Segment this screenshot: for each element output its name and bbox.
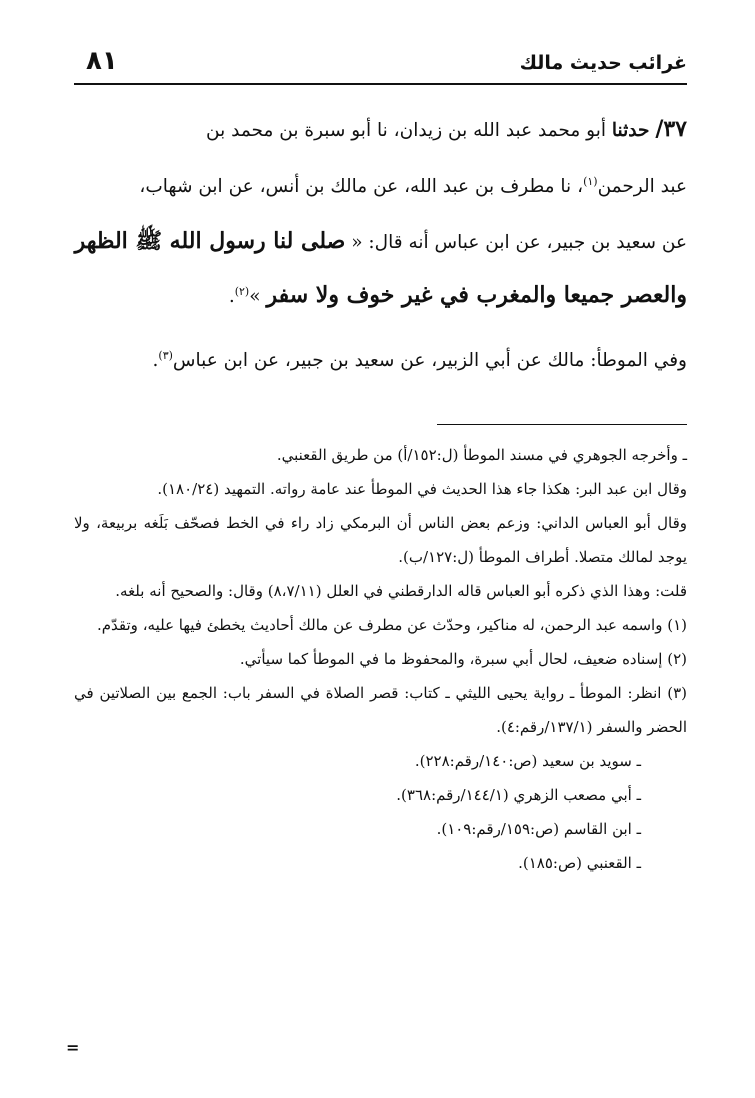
footnote-2: (٢) إسناده ضعيف، لحال أبي سبرة، والمحفوظ ما في الموطأ كما سيأتي. [239, 650, 687, 668]
footnote-3: (٣) انظر: الموطأ ـ رواية يحيى الليثي ـ كتاب: قصر الصلاة في السفر باب: الجمع بين الصلاتين في الحضر والسفر (١٣٧/١/رقم:٤). [74, 684, 687, 736]
footnote-3-item-d: ـ القعنبي (ص:١٨٥). [518, 854, 641, 872]
footnote-3-item-a: ـ سويد بن سعيد (ص:١٤٠/رقم:٢٢٨). [414, 752, 641, 770]
footnote-ref-2: (٢) [234, 284, 250, 298]
muwatta-note: وفي الموطأ: مالك عن أبي الزبير، عن سعيد بن جبير، عن ابن عباس [172, 350, 687, 372]
matn-part-1: صلى لنا رسول الله ﷺ الظهر [74, 228, 346, 254]
footnotes [74, 438, 687, 880]
footnote-3-item-c: ـ ابن القاسم (ص:١٥٩/رقم:١٠٩). [436, 820, 641, 838]
footnote-1: (١) واسمه عبد الرحمن، له مناكير، وحدّث عن مطرف عن مالك أحاديث يخطئ فيها عليه، وتقدّم. [96, 616, 687, 634]
isnad-part-2: ، نا مطرف بن عبد الله، عن مالك بن أنس، عن ابن شهاب، [139, 176, 584, 198]
footnote-continuation-3: وقال أبو العباس الداني: وزعم بعض الناس أن البرمكي زاد راء في الخط فصحّف بَلَغه بربيعة، ولا يوجد لمالك متصلا. أطراف الموطأ (ل:١٢٧/ب). [74, 514, 687, 566]
running-header-title: غرائب حديث مالك [519, 52, 687, 74]
hadith-line-5 [74, 350, 687, 404]
hadith-line-4 [74, 284, 687, 338]
haddathana-word: حدثنا [611, 120, 650, 141]
page-number: ٨١ [86, 46, 118, 76]
isnad-name: عبد الرحمن [597, 176, 687, 198]
footnote-continuation-2: وقال ابن عبد البر: هكذا جاء هذا الحديث في الموطأ عند عامة رواته. التمهيد (١٨٠/٢٤). [157, 480, 687, 498]
line5-period: . [152, 350, 159, 372]
hadith-line-3 [74, 230, 687, 284]
footnote-continuation-4: قلت: وهذا الذي ذكره أبو العباس قاله الدارقطني في العلل (٨،٧/١١) وقال: والصحيح أنه بلغه. [115, 582, 687, 600]
hadith-line-1 [74, 118, 687, 176]
footnote-3-item-b: ـ أبي مصعب الزهري (١٤٤/١/رقم:٣٦٨). [396, 786, 641, 804]
footnote-separator [437, 424, 687, 425]
continuation-mark: = [66, 1038, 80, 1057]
isnad-part-3: عن سعيد بن جبير، عن ابن عباس أنه قال: « [351, 232, 687, 253]
footnote-ref-3: (٣) [158, 349, 173, 362]
quote-close: » [249, 286, 261, 307]
header-rule [74, 83, 687, 85]
footnote-ref-1: (١) [583, 175, 598, 188]
matn-part-2: والعصر جميعا والمغرب في غير خوف ولا سفر [266, 282, 687, 308]
line4-period: . [228, 286, 235, 307]
isnad-part-1: أبو محمد عبد الله بن زيدان، نا أبو سبرة بن محمد بن [206, 120, 607, 141]
footnote-continuation-1: ـ وأخرجه الجوهري في مسند الموطأ (ل:١٥٢/أ) من طريق القعنبي. [276, 446, 687, 464]
hadith-text [74, 118, 687, 404]
hadith-line-2 [74, 176, 687, 230]
hadith-number: ٣٧/ [655, 116, 687, 142]
